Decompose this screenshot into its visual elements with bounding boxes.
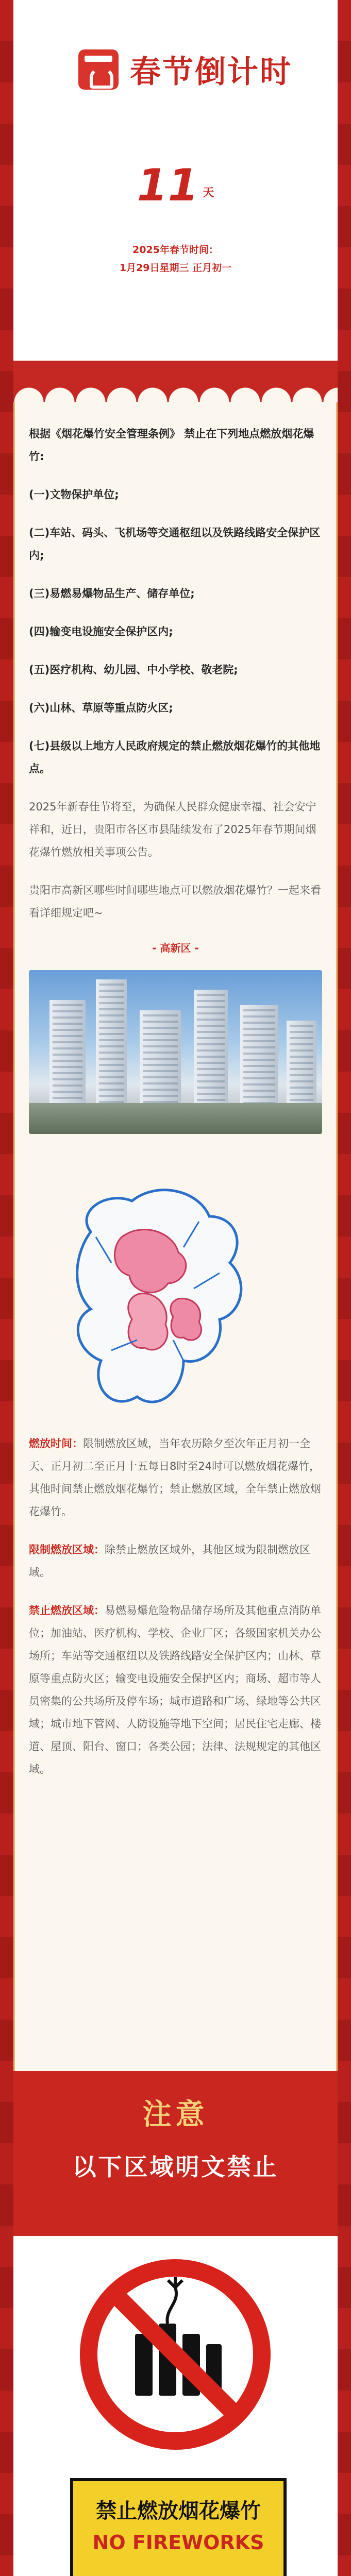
intro-item: (二)车站、码头、飞机场等交通枢纽以及铁路线路安全保护区内; — [29, 527, 321, 562]
intro-item: (一)文物保护单位; — [29, 488, 119, 501]
limit-area-label: 限制燃放区域： — [29, 1544, 105, 1556]
district-map-svg — [29, 1144, 322, 1464]
notice-subtitle: 以下区域明文禁止 — [72, 2153, 279, 2181]
sign-text-cn: 禁止燃放烟花爆竹 — [96, 2499, 261, 2523]
intro-item: (五)医疗机构、幼儿园、中小学校、敬老院; — [29, 664, 238, 676]
left-border-decoration — [0, 0, 13, 2576]
limit-area-rule — [29, 1538, 322, 1584]
days-number: 11 — [137, 160, 199, 211]
district-tag: - 高新区 - — [152, 942, 199, 954]
calendar-icon — [78, 49, 119, 90]
intro-item: (六)山林、草原等重点防火区; — [29, 702, 173, 714]
days-unit: 天 — [203, 187, 214, 199]
countdown-header — [13, 0, 338, 361]
cloud-divider — [13, 361, 338, 402]
festival-date: 1月29日星期三 正月初一 — [119, 262, 232, 274]
rules-section — [29, 1432, 322, 1796]
notice-title: 注意 — [142, 2098, 209, 2131]
days-remaining — [13, 160, 338, 211]
sign-text-en: NO FIREWORKS — [92, 2531, 264, 2554]
intro-item: (四)输变电设施安全保护区内; — [29, 625, 173, 638]
intro-lead: 根据《烟花爆竹安全管理条例》 禁止在下列地点燃放烟花爆竹: — [29, 428, 314, 463]
burn-time-text: 限制燃放区域，当年农历除夕至次年正月初一全天、正月初二至正月十五每日8时至24时可以燃放烟花爆竹，其他时间禁止燃放烟花爆竹；禁止燃放区域，全年禁止燃放烟花爆竹。 — [29, 1437, 321, 1518]
district-map — [29, 1144, 322, 1464]
right-border-decoration — [338, 0, 351, 2576]
no-fireworks-sign — [13, 2236, 338, 2576]
intro-section — [29, 422, 322, 1469]
intro-item: (三)易燃易爆物品生产、储存单位; — [29, 587, 195, 600]
countdown-title: 春节倒计时 — [130, 54, 292, 90]
limit-area-text: 除禁止燃放区域外，其他区域为限制燃放区域。 — [29, 1544, 310, 1579]
ban-area-text: 易燃易爆危险物品储存场所及其他重点消防单位；加油站、医疗机构、学校、企业厂区；各级国家机关办公场所；车站等交通枢纽以及铁路线路安全保护区内；山林、草原等重点防火区；输变电设施安全保护区内；商场、超市等人员密集的公共场所及停车场；城市道路和广场、绿地等公共区域；城市地下管网、人防设施等地下空间；居民住宅走廊、楼道、屋顶、阳台、窗口；各类公园；法律、法规规定的其他区域。 — [29, 1604, 321, 1775]
ban-area-label: 禁止燃放区域： — [29, 1604, 105, 1617]
sign-plate — [70, 2478, 287, 2576]
notice-banner — [13, 2071, 338, 2236]
no-fireworks-icon — [77, 2257, 273, 2452]
intro-item: (七)县级以上地方人民政府规定的禁止燃放烟花爆竹的其他地点。 — [29, 740, 321, 775]
intro-paragraph: 2025年新春佳节将至，为确保人民群众健康幸福、社会安宁祥和，近日，贵阳市各区市县陆续发布了2025年春节期间烟花爆竹燃放相关事项公告。 — [29, 801, 316, 858]
ban-area-rule — [29, 1599, 322, 1781]
burn-time-label: 燃放时间： — [29, 1437, 83, 1450]
countdown-title-row — [78, 47, 292, 92]
burn-time-rule — [29, 1432, 322, 1523]
intro-question: 贵阳市高新区哪些时间哪些地点可以燃放烟花爆竹？一起来看看详细规定吧~ — [29, 884, 321, 919]
city-photo — [29, 970, 322, 1134]
festival-time-label: 2025年春节时间： — [132, 244, 219, 256]
